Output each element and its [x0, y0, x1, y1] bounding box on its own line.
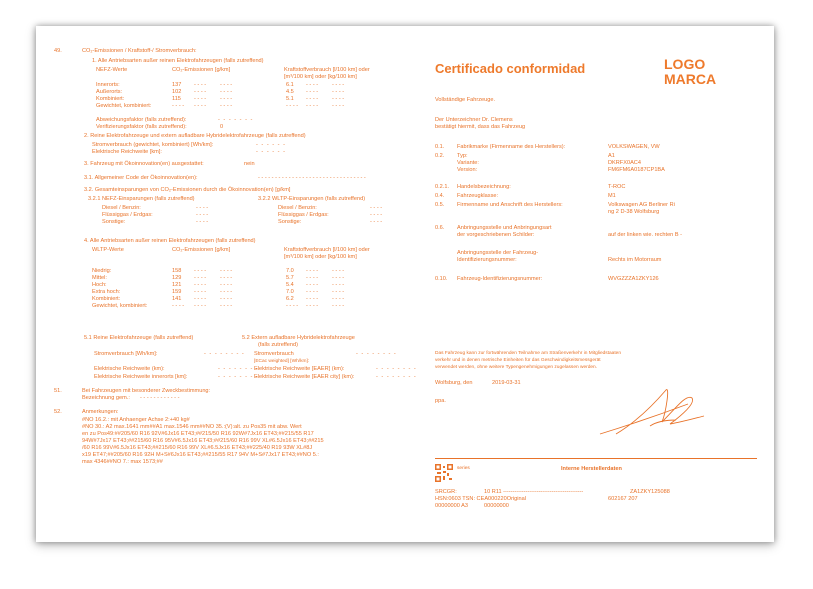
- wltp-row-dash: - - - -: [332, 296, 345, 302]
- nefz-row-fuel: 4.5: [286, 89, 294, 95]
- wltp-row-label: Extra hoch:: [92, 289, 121, 295]
- eco-nefz-value: - - - -: [196, 205, 209, 211]
- wltp-row-dash: - - - -: [306, 289, 319, 295]
- field-value: M1: [608, 193, 616, 199]
- section-51-sub: Bezeichnung gem.:: [82, 395, 130, 401]
- nefz-col3b: [m³/100 km] oder [kg/100 km]: [284, 74, 357, 80]
- field-label: Variante:: [457, 160, 479, 166]
- field-value: WVGZZZA1ZKY126: [608, 276, 659, 282]
- section-51-value: - - - - - - - - - - - -: [140, 395, 180, 401]
- strom-value: - - - - - -: [256, 142, 286, 148]
- eaer-label: Elektrische Reichweite [EAER] (km):: [254, 366, 345, 372]
- wltp-row-dash: - - - -: [332, 303, 345, 309]
- field-value: auf der linken wie. rechten B -: [608, 232, 682, 238]
- nefz-row-label: Gewichtet, kombiniert:: [96, 103, 152, 109]
- eco-nefz-label: Flüssiggas / Erdgas:: [102, 212, 153, 218]
- wltp-row-co2: 129: [172, 275, 182, 281]
- wltp-row-dash: - - - -: [306, 275, 319, 281]
- eco-nefz-value: - - - -: [196, 219, 209, 225]
- wltp-row-label: Mittel:: [92, 275, 107, 281]
- wltp-row-fuel: 7.0: [286, 289, 294, 295]
- wltp-row-dash: - - - -: [220, 268, 233, 274]
- field-number: 0.6.: [435, 225, 445, 231]
- section-52-number: 52.: [54, 409, 62, 415]
- abweichung-value: - - - - - - -: [218, 117, 254, 123]
- nefz-row-dash: - - - -: [332, 103, 345, 109]
- nefz-row-dash: - - - -: [220, 96, 233, 102]
- ppa: ppa.: [435, 398, 446, 404]
- wltp-col1: WLTP-Werte: [92, 247, 124, 253]
- eaer-value: - - - - - - - -: [376, 366, 417, 372]
- wltp-row-dash: - - - -: [332, 268, 345, 274]
- logo-line-2: MARCA: [664, 71, 717, 87]
- verifizierung-value: 0: [220, 124, 224, 130]
- nefz-row-label: Kombiniert:: [96, 96, 125, 102]
- nefz-row-dash: - - - -: [332, 89, 345, 95]
- el-reich-value: - - - - - - - -: [218, 366, 259, 372]
- phev-ec-label: [ECac weighted] [Wh/km]:: [254, 359, 310, 364]
- date: 2019-03-31: [492, 380, 521, 386]
- eco-wltp-label: Flüssiggas / Erdgas:: [278, 212, 329, 218]
- field-label: Fahrzeug-Identifizierungsnummer:: [457, 276, 543, 282]
- footer-row2-c: 602167 207: [608, 496, 638, 502]
- nefz-row-co2: 137: [172, 82, 182, 88]
- field-number: 0.2.: [435, 153, 445, 159]
- footer-row2-a: HSN:0603 TSN: CEA000220Original: [435, 496, 526, 502]
- nefz-col1: NEFZ-Werte: [96, 67, 128, 73]
- wltp-row-dash: - - - -: [194, 282, 207, 288]
- field-value: FM6FM6A0187CP1BA: [608, 167, 665, 173]
- abweichung-label: Abweichungsfaktor (falls zutreffend):: [96, 117, 187, 123]
- wltp-row-co2: 141: [172, 296, 182, 302]
- footer-row3-b: 00000000: [484, 503, 509, 509]
- nefz-row-dash: - - - -: [306, 96, 319, 102]
- field-value: A1: [608, 153, 615, 159]
- section-322-title: 3.2.2 WLTP-Einsparungen (falls zutreffend): [258, 196, 366, 202]
- eco-wltp-value: - - - -: [370, 205, 383, 211]
- field-label: Firmenname und Anschrift des Herstellers:: [457, 202, 563, 208]
- wltp-row-dash: - - - -: [306, 268, 319, 274]
- nefz-row-dash: - - - -: [220, 82, 233, 88]
- footer-row1-c: ZA1ZKY125088: [630, 489, 670, 495]
- nefz-row-dash: - - - -: [306, 89, 319, 95]
- eco-wltp-value: - - - -: [370, 219, 383, 225]
- section-3-value: nein: [244, 161, 255, 167]
- validity-para-1: Das Fahrzeug kann zur fortwährenden Teilnahme am Straßenverkehr in Mitgliedstaaten: [435, 351, 622, 356]
- nefz-row-fuel: 5.1: [286, 96, 294, 102]
- subtitle: Vollständige Fahrzeuge.: [435, 97, 496, 103]
- nefz-row-fuel: - - - -: [286, 103, 299, 109]
- wltp-row-dash: - - - -: [194, 268, 207, 274]
- wltp-row-dash: - - - -: [332, 289, 345, 295]
- wltp-row-dash: - - - -: [194, 303, 207, 309]
- wltp-row-co2: 121: [172, 282, 182, 288]
- validity-para-2: verkehr und in denen metrische Einheiten für das Geschwindigkeitsmessgerät: [435, 358, 601, 363]
- wltp-row-dash: - - - -: [194, 275, 207, 281]
- footer-row1-a: SRCGR:: [435, 489, 457, 495]
- remarks-line: max 4346##NO 7.: max 1573;##: [82, 459, 163, 465]
- section-31-label: 3.1. Allgemeiner Code der Ökoinnovation(en):: [84, 175, 198, 181]
- remarks-line: 94W#7Jx17 ET43;##215/60 R16 95V#6.5Jx16 ET43;##215/60 R16 99V XL#6.5Jx16 ET43;##215: [82, 438, 324, 444]
- nefz-col2: CO₂-Emissionen [g/km]: [172, 67, 231, 73]
- wltp-row-label: Hoch:: [92, 282, 107, 288]
- field-number: 0.5.: [435, 202, 445, 208]
- field-label: Anbringungsstelle der Fahrzeug-: [457, 250, 539, 256]
- nefz-row-dash: - - - -: [194, 89, 207, 95]
- field-number: 0.1.: [435, 144, 445, 150]
- section-52-title: 5.2 Extern aufladbare Hybridelektrofahrzeuge: [242, 335, 355, 341]
- section-2-title: 2. Reine Elektrofahrzeuge und extern aufladbare Hybridelektrofahrzeuge (falls zutreffend): [84, 133, 306, 139]
- section-321-title: 3.2.1 NEFZ-Einsparungen (falls zutreffend): [88, 196, 195, 202]
- wltp-row-dash: - - - -: [306, 296, 319, 302]
- wltp-row-co2: - - - -: [172, 303, 185, 309]
- el-inner-label: Elektrische Reichweite innerorts [km]:: [94, 374, 188, 380]
- field-label: der vorgeschriebenen Schilder:: [457, 232, 535, 238]
- nefz-row-dash: - - - -: [194, 103, 207, 109]
- wltp-row-dash: - - - -: [332, 282, 345, 288]
- certificate-title: Certificado conformidad: [435, 61, 586, 76]
- field-label: Fabrikmarke (Firmenname des Herstellers):: [457, 144, 566, 150]
- el-strom-label: Stromverbrauch [Wh/km]:: [94, 351, 158, 357]
- interne-herstellerdaten: Interne Herstellerdaten: [561, 466, 622, 472]
- nefz-row-co2: 115: [172, 96, 181, 102]
- field-label: Typ:: [457, 153, 468, 159]
- wltp-row-dash: - - - -: [220, 282, 233, 288]
- intro-line-2: bestätigt hiermit, dass das Fahrzeug: [435, 124, 526, 130]
- field-number: 0.2.1.: [435, 184, 449, 190]
- nefz-row-dash: - - - -: [220, 103, 233, 109]
- footer-row1-b: 10 R11 -------------------------------------------: [484, 489, 584, 495]
- eco-wltp-label: Diesel / Benzin:: [278, 205, 317, 211]
- nefz-row-label: Außerorts:: [96, 89, 123, 95]
- field-label: Handelsbezeichnung:: [457, 184, 511, 190]
- nefz-row-dash: - - - -: [332, 82, 345, 88]
- eco-wltp-label: Sonstige:: [278, 219, 302, 225]
- field-number: 0.4.: [435, 193, 445, 199]
- field-value: T-ROC: [608, 184, 626, 190]
- phev-strom-label: Stromverbrauch: [254, 351, 294, 357]
- section-51-label: Bei Fahrzeugen mit besonderer Zweckbestimmung:: [82, 388, 211, 394]
- eaer-city-label: Elektrische Reichweite [EAER city] (km):: [254, 374, 355, 380]
- wltp-row-label: Gewichtet, kombiniert:: [92, 303, 148, 309]
- nefz-row-dash: - - - -: [306, 82, 319, 88]
- strom-label: Stromverbrauch (gewichtet, kombiniert) [Wh/km]:: [92, 142, 214, 148]
- wltp-row-dash: - - - -: [220, 289, 233, 295]
- wltp-row-label: Kombiniert:: [92, 296, 121, 302]
- nefz-row-label: Innerorts:: [96, 82, 120, 88]
- nefz-row-co2: - - - -: [172, 103, 185, 109]
- wltp-row-fuel: 5.7: [286, 275, 294, 281]
- nefz-row-dash: - - - -: [194, 82, 207, 88]
- field-label: Fahrzeugklasse:: [457, 193, 499, 199]
- remarks-line: x19 ET47;##205/60 R16 92H M+S#6Jx16 ET43;##215/55 R17 94V M+S#7Jx17 ET43;##NO 5.:: [82, 452, 319, 458]
- section-51-title: 5.1 Reine Elektrofahrzeuge (falls zutreffend): [84, 335, 194, 341]
- remarks-line: #NO 16.2.: mit Anhaenger Achse 2:+40 kg#: [82, 417, 190, 423]
- eco-wltp-value: - - - -: [370, 212, 383, 218]
- section-49-title: CO₂-Emissionen / Kraftstoff-/ Stromverbrauch:: [82, 48, 197, 54]
- validity-para-3: verwendet werden, ohne weitere Typengenehmigungen zugelassen werden.: [435, 365, 598, 370]
- signature: [596, 382, 706, 442]
- section-32-title: 3.2. Gesamteinsparungen von CO₂-Emissionen durch die Ökoinnovation(en) [g/km]: [84, 187, 291, 193]
- wltp-row-fuel: 5.4: [286, 282, 294, 288]
- wltp-row-co2: 158: [172, 268, 182, 274]
- field-label: Identifizierungsnummer:: [457, 257, 517, 263]
- wltp-row-dash: - - - -: [194, 289, 207, 295]
- reichweite-label: Elektrische Reichweite [km]:: [92, 149, 162, 155]
- section-4-title: 4. Alle Antriebsarten außer reinen Elektrofahrzeugen (falls zutreffend): [84, 238, 256, 244]
- field-value: VOLKSWAGEN, VW: [608, 144, 660, 150]
- el-strom-value: - - - - - - - -: [204, 351, 245, 357]
- nefz-row-fuel: 6.1: [286, 82, 294, 88]
- wltp-row-fuel: - - - -: [286, 303, 299, 309]
- nefz-row-dash: - - - -: [306, 103, 319, 109]
- el-inner-value: - - - - - - - -: [218, 374, 259, 380]
- wltp-row-fuel: 7.0: [286, 268, 294, 274]
- wltp-row-dash: - - - -: [194, 296, 207, 302]
- remarks-line: en zu Pos49:##205/60 R16 92V#6Jx16 ET43;##215/50 R16 92W#7Jx16 ET43;##215/55 R17: [82, 431, 314, 437]
- field-value: ng 2 D-38 Wolfsburg: [608, 209, 660, 215]
- nefz-row-dash: - - - -: [332, 96, 345, 102]
- field-number: 0.10.: [435, 276, 448, 282]
- field-label: Anbringungsstelle und Anbringungsart: [457, 225, 552, 231]
- wltp-row-dash: - - - -: [220, 296, 233, 302]
- verifizierung-label: Verifizierungsfaktor (falls zutreffend):: [96, 124, 187, 130]
- wltp-row-fuel: 6.2: [286, 296, 294, 302]
- nefz-row-dash: - - - -: [194, 96, 207, 102]
- wltp-row-label: Niedrig:: [92, 268, 112, 274]
- coc-document: [36, 26, 774, 542]
- wltp-col3a: Kraftstoffverbrauch [l/100 km] oder: [284, 247, 370, 253]
- qr-label: series: [457, 466, 470, 471]
- field-value: Rechts im Motorraum: [608, 257, 662, 263]
- wltp-col2: CO₂-Emissionen [g/km]: [172, 247, 231, 253]
- wltp-row-dash: - - - -: [220, 275, 233, 281]
- nefz-row-co2: 102: [172, 89, 182, 95]
- eaer-city-value: - - - - - - - -: [376, 374, 417, 380]
- section-52-title-2: (falls zutreffend): [258, 342, 299, 348]
- eco-nefz-label: Sonstige:: [102, 219, 126, 225]
- wltp-row-dash: - - - -: [332, 275, 345, 281]
- wltp-row-dash: - - - -: [220, 303, 233, 309]
- phev-strom-value: - - - - - - - -: [356, 351, 397, 357]
- reichweite-value: - - - - - -: [256, 149, 286, 155]
- el-reich-label: Elektrische Reichweite (km):: [94, 366, 165, 372]
- section-1-title: 1. Alle Antriebsarten außer reinen Elektrofahrzeugen (falls zutreffend): [92, 58, 264, 64]
- footer-divider: [435, 458, 757, 459]
- field-label: Version:: [457, 167, 478, 173]
- place: Wolfsburg, den: [435, 380, 473, 386]
- field-value: DKRFX0AC4: [608, 160, 641, 166]
- wltp-row-dash: - - - -: [306, 282, 319, 288]
- footer-row3-a: 00000000 A3: [435, 503, 468, 509]
- eco-nefz-label: Diesel / Benzin:: [102, 205, 141, 211]
- eco-nefz-value: - - - -: [196, 212, 209, 218]
- wltp-row-dash: - - - -: [306, 303, 319, 309]
- remarks-line: /60 R16 99V#6.5Jx16 ET43;##215/60 R16 99V XL#6.5Jx16 ET43;##225/40 R19 93W XL#8J: [82, 445, 313, 451]
- section-31-value: - - - - - - - - - - - - - - - - - - - - - - - - - - - - - - - -: [258, 175, 366, 181]
- section-51-number: 51.: [54, 388, 62, 394]
- intro-line-1: Der Unterzeichner Dr. Clemens: [435, 117, 513, 123]
- field-value: Volkswagen AG Berliner Ri: [608, 202, 675, 208]
- section-3-label: 3. Fahrzeug mit Ökoinnovation(en) ausgestattet:: [84, 161, 204, 167]
- wltp-col3b: [m³/100 km] oder [kg/100 km]: [284, 254, 357, 260]
- wltp-row-co2: 159: [172, 289, 182, 295]
- logo-line-1: LOGO: [664, 56, 706, 72]
- remarks-label: Anmerkungen:: [82, 409, 119, 415]
- nefz-row-dash: - - - -: [220, 89, 233, 95]
- nefz-col3a: Kraftstoffverbrauch [l/100 km] oder: [284, 67, 370, 73]
- qr-code-icon: [435, 464, 453, 482]
- section-49-number: 49.: [54, 48, 62, 54]
- remarks-line: #NO 30.: A2 max.1641 mm##A1 max.1546 mm##NO 35.:(V):alt. zu Pos35 mit abw. Wert: [82, 424, 302, 430]
